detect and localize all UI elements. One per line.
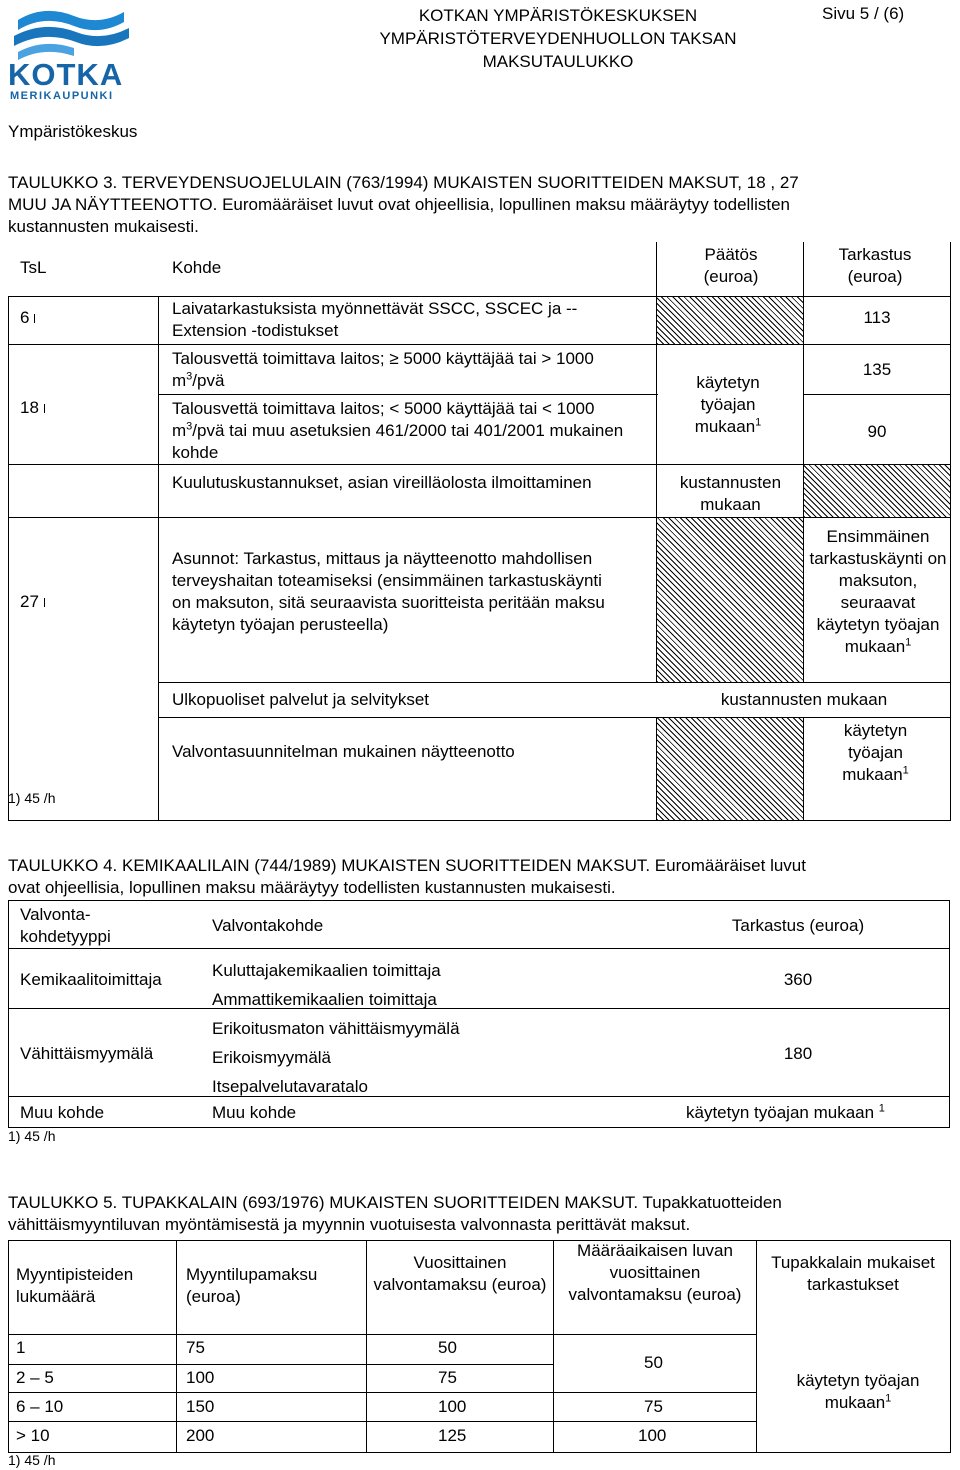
t5-row-vuosi: 100 xyxy=(438,1397,467,1416)
t3-paatos-18: käytetyn työajan mukaan$^1$ xyxy=(694,373,762,436)
t5-col1: Myyntipisteiden lukumäärä xyxy=(16,1265,134,1306)
t5-row-vuosi: 125 xyxy=(438,1426,467,1445)
title-line-1: KOTKAN YMPÄRISTÖKESKUKSEN xyxy=(418,6,698,25)
t5-col2: Myyntilupamaksu (euroa) xyxy=(186,1265,318,1306)
t5-row-count: 2 – 5 xyxy=(16,1368,54,1387)
t5-row-lupa: 150 xyxy=(186,1397,215,1416)
t3-row1-tarkastus: 113 xyxy=(863,308,891,327)
t3-row4-paatos: kustannusten mukaan xyxy=(679,473,782,514)
t4-g1-item: Ammattikemikaalien toimittaja xyxy=(212,990,437,1009)
logo-subtitle: MERIKAUPUNKI xyxy=(10,90,114,102)
t5-row-maara: 100 xyxy=(638,1426,667,1445)
t4-g1-type: Kemikaalitoimittaja xyxy=(20,970,162,989)
section-27: 27 xyxy=(20,592,54,612)
hatch-r4 xyxy=(804,465,950,517)
t4-col3: Tarkastus (euroa) xyxy=(731,916,865,935)
t3-row5-kohde: Asunnot: Tarkastus, mittaus ja näytteenotto mahdollisen terveyshaitan toteamiseksi (ensimmäinen tarkastuskäynti on maksuton, sitä seuraavista suoritteista peritään maksu käytetyn työajan perusteella) xyxy=(172,549,605,634)
t5-intro xyxy=(8,1192,782,1236)
col-kohde: Kohde xyxy=(172,258,222,277)
t5-row-count: > 10 xyxy=(16,1426,50,1445)
t3-row3-tarkastus: 90 xyxy=(867,422,887,441)
page-number: Sivu 5 / (6) xyxy=(822,4,905,23)
table-4 xyxy=(8,900,950,1144)
col-tsl: TsL xyxy=(20,258,47,277)
t4-col2: Valvontakohde xyxy=(212,916,324,935)
t5-row-lupa: 200 xyxy=(186,1426,215,1445)
document-title xyxy=(338,4,778,73)
t5-col4: Määräaikaisen luvan vuosittainen valvontamaksu (euroa) xyxy=(568,1241,742,1304)
t5-row-maara: 75 xyxy=(644,1397,663,1416)
t3-footnote: 1) 45 /h xyxy=(8,790,56,806)
col-paatos: Päätös (euroa) xyxy=(703,245,759,286)
t5-row-lupa: 75 xyxy=(186,1338,205,1357)
hatch-r7 xyxy=(657,718,803,820)
t4-g2-price: 180 xyxy=(783,1044,813,1063)
t3-intro-line-3: kustannusten mukaisesti. xyxy=(8,217,199,236)
t4-g2-item: Erikoismyymälä xyxy=(212,1048,332,1067)
t4-g3-type: Muu kohde xyxy=(20,1103,105,1122)
table-3 xyxy=(8,242,950,820)
hatch-r1 xyxy=(657,297,803,344)
t4-g3-item: Muu kohde xyxy=(212,1103,297,1122)
t4-col1: Valvonta-kohdetyyppi xyxy=(20,905,111,946)
logo-wordmark: KOTKA xyxy=(8,57,124,92)
title-line-3: MAKSUTAULUKKO xyxy=(482,52,634,71)
col-tarkastus: Tarkastus (euroa) xyxy=(838,245,912,286)
t3-row2-kohde: Talousvettä toimittava laitos; ≥ 5000 käyttäjää tai > 1000 $m^3$/pvä xyxy=(172,349,594,390)
t5-row-vuosi: 50 xyxy=(438,1338,457,1357)
t5-intro-line-1: TAULUKKO 5. TUPAKKALAIN (693/1976) MUKAISTEN SUORITTEIDEN MAKSUT. Tupakkatuotteiden xyxy=(8,1193,782,1212)
kotka-logo xyxy=(4,2,156,102)
t5-tarkastus: käytetyn työajan mukaan$^1$ xyxy=(796,1371,920,1412)
t4-g2-items xyxy=(212,1014,460,1101)
t4-g2-item: Erikoitusmaton vähittäismyymälä xyxy=(212,1019,460,1038)
hatch-r5 xyxy=(657,518,803,682)
t4-g2-type: Vähittäismyymälä xyxy=(20,1044,154,1063)
t3-intro-line-2: MUU JA NÄYTTEENOTTO. Euromääräiset luvut ovat ohjeellisia, lopullinen maksu määräytyy todellisten xyxy=(8,195,790,214)
t4-intro-line-1: TAULUKKO 4. KEMIKAALILAIN (744/1989) MUKAISTEN SUORITTEIDEN MAKSUT. Euromääräiset luvut xyxy=(8,856,806,875)
t5-col5: Tupakkalain mukaiset tarkastukset xyxy=(771,1253,935,1294)
t3-row6-kohde: Ulkopuoliset palvelut ja selvitykset xyxy=(172,690,430,709)
t3-intro xyxy=(8,172,799,238)
t3-row7-tarkastus: käytetyn työajan mukaan$^1$ xyxy=(842,721,909,784)
t3-row4-kohde: Kuulutuskustannukset, asian vireilläolosta ilmoittaminen xyxy=(172,473,592,492)
t5-col3: Vuosittainen valvontamaksu (euroa) xyxy=(373,1253,547,1294)
t4-g1-item: Kuluttajakemikaalien toimittaja xyxy=(212,961,441,980)
t3-row3-kohde: Talousvettä toimittava laitos; < 5000 käyttäjää tai < 1000 $m^3$/pvä tai muu asetuksien 461/2000 tai 401/2001 mukainen kohde xyxy=(172,399,624,462)
t4-intro-line-2: ovat ohjeellisia, lopullinen maksu määräytyy todellisten kustannusten mukaisesti. xyxy=(8,878,616,897)
t5-footnote: 1) 45 /h xyxy=(8,1452,56,1468)
kotka-wave-logo-icon xyxy=(4,2,156,102)
t3-row6-value: kustannusten mukaan xyxy=(720,690,888,709)
t3-intro-line-1: TAULUKKO 3. TERVEYDENSUOJELULAIN (763/1994) MUKAISTEN SUORITTEIDEN MAKSUT, 18 , 27 xyxy=(8,173,799,192)
section-6: 6 xyxy=(20,308,44,328)
t5-row-count: 1 xyxy=(16,1338,26,1357)
t5-row-vuosi: 75 xyxy=(438,1368,457,1387)
t4-intro xyxy=(8,855,806,899)
t5-maara-merged: 50 xyxy=(644,1353,663,1372)
t4-g1-price: 360 xyxy=(783,970,813,989)
title-line-2: YMPÄRISTÖTERVEYDENHUOLLON TAKSAN xyxy=(379,29,737,48)
t5-intro-line-2: vähittäismyyntiluvan myöntämisestä ja myynnin vuotuisesta valvonnasta perittävät maksut. xyxy=(8,1215,691,1234)
t4-footnote: 1) 45 /h xyxy=(8,1128,56,1144)
t3-row5-tarkastus: Ensimmäinen tarkastuskäynti on maksuton, seuraavat käytetyn työajan mukaan$^1$ xyxy=(809,527,947,656)
t3-row7-kohde: Valvontasuunnitelman mukainen näytteenotto xyxy=(172,742,515,761)
t4-g3-price: käytetyn työajan mukaan $^1$ xyxy=(686,1102,885,1122)
table-5 xyxy=(8,1240,950,1468)
t4-g2-item: Itsepalvelutavaratalo xyxy=(212,1077,368,1096)
t5-row-lupa: 100 xyxy=(186,1368,215,1387)
t3-row2-tarkastus: 135 xyxy=(862,360,892,379)
unit-name: Ympäristökeskus xyxy=(8,122,138,141)
section-18: 18 xyxy=(20,398,54,418)
t5-row-count: 6 – 10 xyxy=(16,1397,64,1416)
t4-g1-items xyxy=(212,956,441,1014)
t3-row1-kohde: Laivatarkastuksista myönnettävät SSCC, SSCEC ja --Extension -todistukset xyxy=(172,299,578,340)
